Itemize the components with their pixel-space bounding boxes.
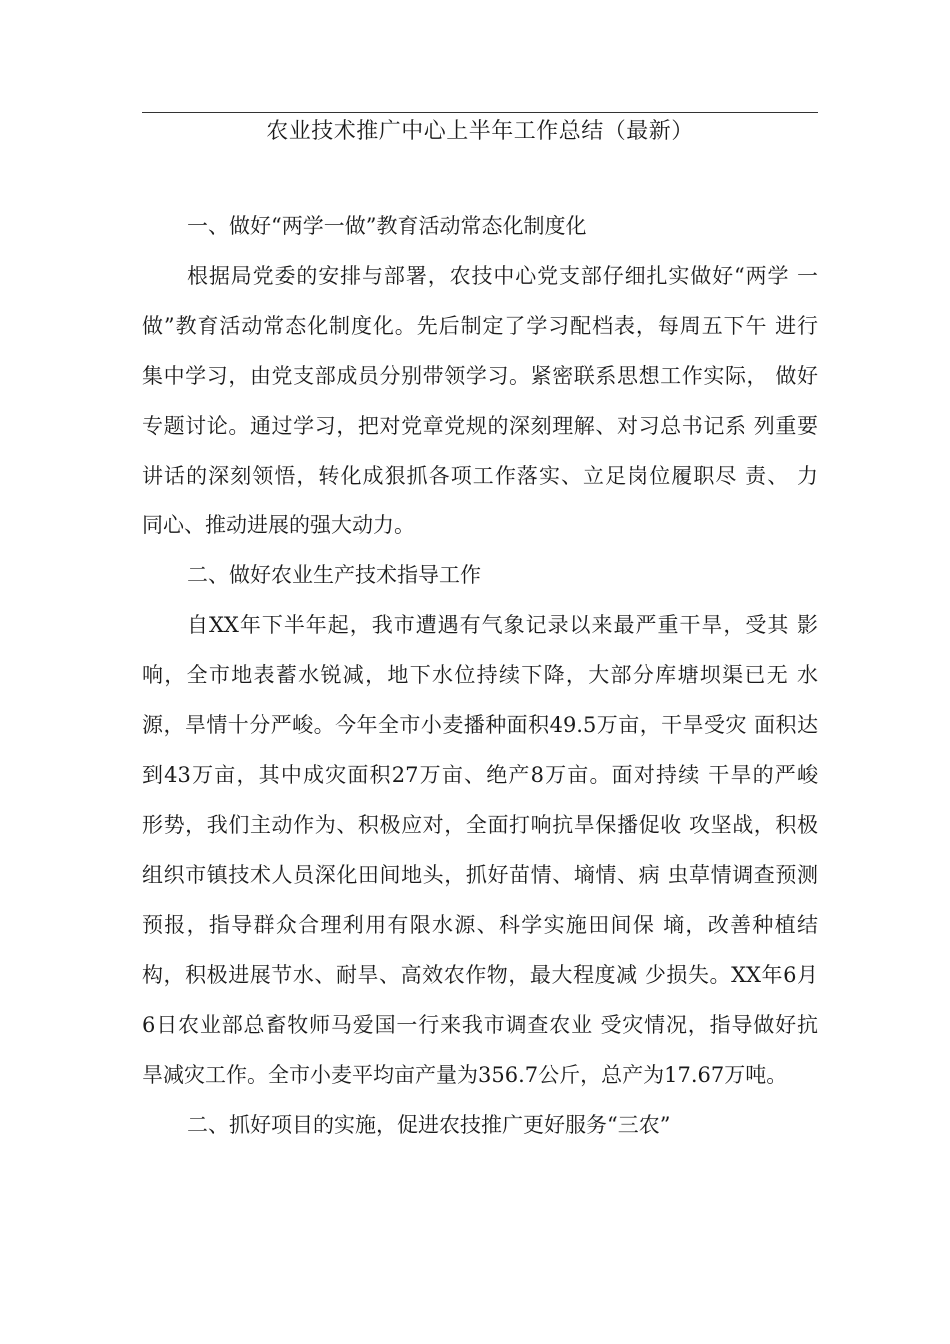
paragraph-line: 讲话的深刻领悟，转化成狠抓各项工作落实、立足岗位履职尽 责、 力	[142, 464, 818, 488]
section-heading: 一、做好“两学一做”教育活动常态化制度化	[187, 214, 587, 238]
document-title: 农业技术推广中心上半年工作总结（最新）	[266, 119, 694, 144]
paragraph-line: 根据局党委的安排与部署，农技中心党支部仔细扎实做好“两学 一	[187, 264, 818, 288]
section-heading: 二、做好农业生产技术指导工作	[187, 563, 481, 587]
paragraph-line: 到43万亩，其中成灾面积27万亩、绝产8万亩。面对持续 干旱的严峻	[142, 763, 818, 787]
paragraph-line: 6日农业部总畜牧师马爱国一行来我市调查农业 受灾情况，指导做好抗	[142, 1013, 818, 1037]
paragraph-line: 预报，指导群众合理利用有限水源、科学实施田间保 墒，改善种植结	[142, 913, 818, 937]
paragraph-line: 专题讨论。通过学习，把对党章党规的深刻理解、对习总书记系 列重要	[142, 414, 818, 438]
paragraph-line: 源，旱情十分严峻。今年全市小麦播种面积49.5万亩，干旱受灾 面积达	[142, 713, 818, 737]
paragraph-line: 集中学习，由党支部成员分别带领学习。紧密联系思想工作实际， 做好	[142, 364, 818, 388]
header-rule	[142, 112, 818, 113]
paragraph-line: 形势，我们主动作为、积极应对，全面打响抗旱保播促收 攻坚战，积极	[142, 813, 818, 837]
section-heading: 二、抓好项目的实施，促进农技推广更好服务“三农”	[187, 1113, 671, 1137]
paragraph-line: 同心、推动进展的强大动力。	[142, 513, 415, 537]
paragraph-line: 组织市镇技术人员深化田间地头，抓好苗情、墒情、病 虫草情调查预测	[142, 863, 818, 887]
paragraph-line: 自XX年下半年起，我市遭遇有气象记录以来最严重干旱，受其 影	[187, 613, 818, 637]
paragraph-line: 旱减灾工作。全市小麦平均亩产量为356.7公斤，总产为17.67万吨。	[142, 1063, 788, 1087]
paragraph-line: 做”教育活动常态化制度化。先后制定了学习配档表，每周五下午 进行	[142, 314, 818, 338]
paragraph-line: 响，全市地表蓄水锐减，地下水位持续下降，大部分库塘坝渠已无 水	[142, 663, 818, 687]
paragraph-line: 构，积极进展节水、耐旱、高效农作物，最大程度减 少损失。XX年6月	[142, 963, 818, 987]
